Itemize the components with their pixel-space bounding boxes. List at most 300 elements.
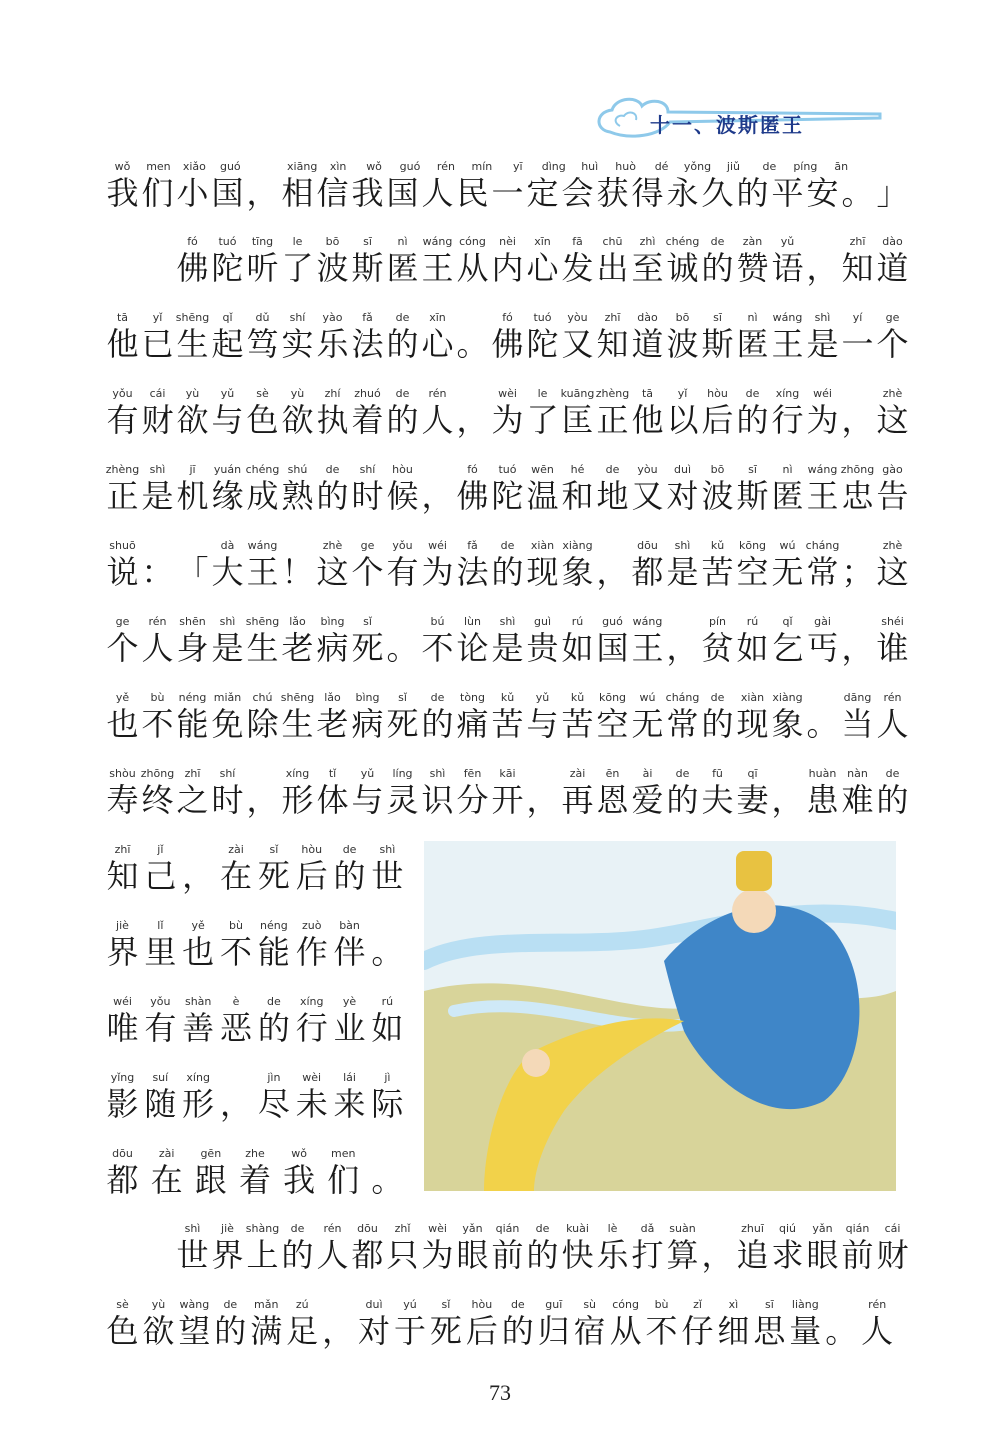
text-line <box>105 1298 895 1368</box>
pinyin-syllable: wēn <box>531 463 554 476</box>
pinyin-syllable: sè <box>116 1298 129 1311</box>
pinyin-syllable: duì <box>365 1298 383 1311</box>
pinyin-syllable: pín <box>708 615 726 628</box>
pinyin-syllable <box>840 615 875 628</box>
pinyin-syllable: lái <box>343 1071 356 1084</box>
pinyin-syllable: shàn <box>184 995 212 1008</box>
pinyin-syllable: bù <box>229 919 244 932</box>
pinyin-syllable: chū <box>602 235 623 248</box>
pinyin-syllable: tīng <box>251 235 274 248</box>
pinyin-syllable: tǐ <box>328 767 337 780</box>
pinyin-syllable: chéng <box>665 235 700 248</box>
pinyin-syllable: zhèng <box>595 387 630 400</box>
pinyin-syllable: ge <box>360 539 375 552</box>
pinyin-syllable: yù <box>151 1298 166 1311</box>
pinyin-syllable: sù <box>583 1298 597 1311</box>
pinyin-syllable: zhōng <box>840 463 875 476</box>
pinyin-syllable: de <box>710 235 725 248</box>
pinyin-syllable: zài <box>228 843 244 856</box>
pinyin-syllable <box>840 387 875 400</box>
hanzi-row: 我 们 小 国 ， 相 信 我 国 人 民 一 定 会 获 得 永 久 的 平 安 。 」 <box>106 174 909 212</box>
pinyin-syllable: dào <box>882 235 903 248</box>
pinyin-syllable: gài <box>814 615 831 628</box>
pinyin-syllable: yí <box>852 311 863 324</box>
pinyin-syllable: zhuó <box>354 387 381 400</box>
hanzi-row: 有 财 欲 与 色 欲 执 着 的 人 ， 为 了 匡 正 他 以 后 的 行 为 ， 这 <box>106 401 909 439</box>
pinyin-syllable: zhī <box>114 843 131 856</box>
pinyin-syllable: kǔ <box>500 691 515 704</box>
pinyin-syllable: nì <box>782 463 793 476</box>
pinyin-syllable: shēng <box>245 615 280 628</box>
text-line <box>105 767 909 837</box>
pinyin-syllable: wǒ <box>114 160 131 173</box>
pinyin-row <box>175 235 903 248</box>
pinyin-syllable: shēng <box>175 311 210 324</box>
pinyin-syllable: lǐ <box>157 919 164 932</box>
pinyin-syllable <box>805 235 840 248</box>
pinyin-syllable: kāi <box>499 767 516 780</box>
pinyin-syllable: zhī <box>184 767 201 780</box>
pinyin-syllable: yǔ <box>780 235 795 248</box>
pinyin-syllable: xīn <box>429 311 446 324</box>
pinyin-syllable: de <box>395 311 410 324</box>
pinyin-syllable: sǐ <box>441 1298 451 1311</box>
pinyin-syllable: guó <box>602 615 623 628</box>
pinyin-syllable: mǎn <box>254 1298 279 1311</box>
pinyin-syllable: bō <box>710 463 725 476</box>
pinyin-syllable: xíng <box>186 1071 210 1084</box>
pinyin-syllable: gēn <box>200 1147 222 1160</box>
pinyin-row <box>105 843 405 856</box>
pinyin-syllable: líng <box>392 767 413 780</box>
pinyin-syllable: shí <box>219 767 236 780</box>
pinyin-syllable: rén <box>883 691 902 704</box>
pinyin-row <box>105 311 900 324</box>
pinyin-syllable: yě <box>115 691 130 704</box>
pinyin-syllable: rú <box>381 995 394 1008</box>
pinyin-syllable: zhè <box>882 387 903 400</box>
pinyin-syllable: jìn <box>267 1071 281 1084</box>
pinyin-syllable: rú <box>746 615 759 628</box>
pinyin-syllable: fēn <box>463 767 482 780</box>
pinyin-syllable: de <box>675 767 690 780</box>
hanzi-row: 说 ： 「 大 王 ！ 这 个 有 为 法 的 现 象 ， 都 是 苦 空 无 常 ； 这 <box>106 553 909 591</box>
pinyin-syllable <box>525 767 560 780</box>
pinyin-syllable: jǐ <box>157 843 164 856</box>
pinyin-syllable: xiàng <box>772 691 803 704</box>
pinyin-row <box>105 995 405 1008</box>
pinyin-row <box>175 1222 901 1235</box>
pinyin-syllable: yè <box>342 995 357 1008</box>
pinyin-syllable: yǔ <box>535 691 550 704</box>
pinyin-syllable: shì <box>499 615 516 628</box>
text-line <box>105 919 405 989</box>
hanzi-row: 色 欲 望 的 满 足 ， 对 于 死 后 的 归 宿 从 不 仔 细 思 量 。 人 <box>106 1312 894 1350</box>
pinyin-syllable: yǒng <box>683 160 712 173</box>
pinyin-syllable: de <box>762 160 777 173</box>
hanzi-row: 佛 陀 听 了 波 斯 匿 王 从 内 心 发 出 至 诚 的 赞 语 ， 知 道 <box>176 249 909 287</box>
pinyin-row <box>105 919 405 932</box>
pinyin-syllable <box>665 615 700 628</box>
pinyin-syllable <box>824 1298 859 1311</box>
pinyin-syllable: zhì <box>639 235 656 248</box>
pinyin-syllable: guó <box>219 160 241 173</box>
chapter-title: 十一、波斯匿王 <box>650 113 804 137</box>
pinyin-syllable: sī <box>748 463 757 476</box>
pinyin-syllable: ān <box>834 160 849 173</box>
pinyin-row <box>105 1071 405 1084</box>
pinyin-syllable: bù <box>654 1298 669 1311</box>
pinyin-syllable: sǐ <box>398 691 407 704</box>
pinyin-syllable: tā <box>641 387 654 400</box>
pinyin-syllable: rén <box>323 1222 342 1235</box>
pinyin-syllable: zhǐ <box>394 1222 411 1235</box>
pinyin-syllable: shì <box>379 843 396 856</box>
pinyin-syllable: suàn <box>669 1222 696 1235</box>
pinyin-syllable: de <box>605 463 620 476</box>
pinyin-syllable: dōu <box>112 1147 133 1160</box>
pinyin-syllable: kǔ <box>710 539 725 552</box>
pinyin-syllable: zhèng <box>105 463 140 476</box>
pinyin-syllable: wèi <box>302 1071 322 1084</box>
pinyin-syllable: yòu <box>567 311 588 324</box>
pinyin-syllable: huì <box>581 160 599 173</box>
pinyin-syllable: wǒ <box>291 1147 307 1160</box>
pinyin-syllable: xìn <box>329 160 347 173</box>
pinyin-row <box>105 691 902 704</box>
pinyin-syllable: qián <box>495 1222 520 1235</box>
pinyin-syllable: yù <box>185 387 200 400</box>
pinyin-syllable: wáng <box>247 539 278 552</box>
pinyin-syllable: le <box>537 387 548 400</box>
pinyin-syllable: guó <box>399 160 421 173</box>
pinyin-syllable: le <box>292 235 303 248</box>
pinyin-syllable: yǔ <box>220 387 235 400</box>
pinyin-syllable: lǎo <box>324 691 341 704</box>
pinyin-syllable: cóng <box>612 1298 639 1311</box>
pinyin-syllable: de <box>342 843 357 856</box>
pinyin-syllable: dōu <box>637 539 658 552</box>
pinyin-syllable: zài <box>158 1147 175 1160</box>
pinyin-syllable: yǐng <box>110 1071 135 1084</box>
pinyin-syllable <box>385 615 420 628</box>
pinyin-syllable: shēng <box>280 691 315 704</box>
pinyin-syllable <box>455 387 490 400</box>
pinyin-syllable: néng <box>260 919 288 932</box>
pinyin-syllable: guī <box>545 1298 563 1311</box>
pinyin-syllable: xiāng <box>287 160 318 173</box>
pinyin-syllable: wéi <box>113 995 132 1008</box>
pinyin-syllable: shàng <box>245 1222 280 1235</box>
pinyin-syllable: bú <box>430 615 445 628</box>
pinyin-syllable: è <box>232 995 240 1008</box>
text-line <box>105 160 909 230</box>
pinyin-syllable: jiè <box>116 919 129 932</box>
text-line <box>175 235 909 305</box>
text-line <box>105 463 909 533</box>
text-line <box>105 1071 405 1141</box>
chapter-header <box>590 92 890 152</box>
pinyin-syllable: rén <box>148 615 167 628</box>
pinyin-syllable <box>370 919 405 932</box>
pinyin-syllable: yù <box>290 387 305 400</box>
pinyin-syllable: tuó <box>498 463 517 476</box>
text-line <box>105 539 909 609</box>
hanzi-row: 影 随 形 ， 尽 未 来 际 <box>106 1085 404 1123</box>
pinyin-syllable: de <box>290 1222 305 1235</box>
pinyin-syllable: yǒu <box>392 539 413 552</box>
pinyin-syllable: de <box>710 691 725 704</box>
pinyin-syllable: fó <box>187 235 198 248</box>
pinyin-syllable: shuō <box>109 539 136 552</box>
pinyin-syllable: de <box>510 1298 525 1311</box>
pinyin-syllable: dìng <box>541 160 566 173</box>
pinyin-syllable: chú <box>252 691 273 704</box>
text-line <box>105 691 909 761</box>
pinyin-syllable: nèi <box>499 235 516 248</box>
pinyin-syllable: wáng <box>807 463 838 476</box>
pinyin-syllable: qī <box>747 767 758 780</box>
pinyin-syllable: bō <box>675 311 690 324</box>
pinyin-syllable: zàn <box>742 235 763 248</box>
pinyin-syllable: hòu <box>707 387 728 400</box>
pinyin-syllable: kǔ <box>570 691 585 704</box>
pinyin-syllable: xiàng <box>562 539 593 552</box>
pinyin-syllable: wéi <box>813 387 832 400</box>
pinyin-syllable: sǐ <box>269 843 279 856</box>
pinyin-syllable: sè <box>256 387 269 400</box>
pinyin-syllable: zú <box>295 1298 309 1311</box>
pinyin-syllable: bù <box>150 691 165 704</box>
pinyin-syllable: kuài <box>566 1222 589 1235</box>
pinyin-syllable: men <box>146 160 171 173</box>
pinyin-syllable: zhī <box>604 311 621 324</box>
pinyin-syllable <box>840 539 875 552</box>
pinyin-syllable: shì <box>149 463 166 476</box>
pinyin-row <box>105 387 903 400</box>
pinyin-syllable: tòng <box>460 691 485 704</box>
pinyin-syllable: rú <box>571 615 584 628</box>
page-number: 73 <box>489 1380 511 1405</box>
pinyin-row <box>105 1298 895 1311</box>
pinyin-syllable: fā <box>572 235 583 248</box>
pinyin-syllable: qǐ <box>782 615 793 628</box>
pinyin-syllable: fǎ <box>467 539 478 552</box>
pinyin-syllable: yī <box>513 160 523 173</box>
pinyin-syllable: wǒ <box>366 160 382 173</box>
pinyin-syllable: dāng <box>843 691 872 704</box>
pinyin-syllable: fǎ <box>362 311 373 324</box>
pinyin-syllable: de <box>430 691 445 704</box>
pinyin-syllable: sī <box>764 1298 774 1311</box>
pinyin-syllable: ēn <box>605 767 620 780</box>
pinyin-syllable <box>321 1298 356 1311</box>
pinyin-syllable: yǐ <box>677 387 688 400</box>
hanzi-row: 世 界 上 的 人 都 只 为 眼 前 的 快 乐 打 算 ， 追 求 眼 前 财 <box>176 1236 909 1274</box>
pinyin-syllable: cháng <box>805 539 840 552</box>
pinyin-syllable: ge <box>115 615 130 628</box>
pinyin-syllable <box>370 1147 405 1160</box>
pinyin-syllable: sī <box>713 311 722 324</box>
pinyin-syllable: yǎn <box>462 1222 483 1235</box>
pinyin-syllable: tuó <box>533 311 552 324</box>
pinyin-syllable: nàn <box>847 767 868 780</box>
pinyin-syllable <box>860 160 895 173</box>
pinyin-syllable: xíng <box>285 767 310 780</box>
pinyin-syllable: yǐ <box>152 311 163 324</box>
pinyin-syllable <box>805 691 840 704</box>
hanzi-row: 界 里 也 不 能 作 伴 。 <box>106 933 404 971</box>
text-line <box>105 995 405 1065</box>
pinyin-syllable: yǔ <box>360 767 375 780</box>
pinyin-syllable: shì <box>429 767 446 780</box>
pinyin-syllable: sǐ <box>363 615 372 628</box>
pinyin-syllable <box>245 767 280 780</box>
pinyin-row <box>105 160 895 173</box>
pinyin-syllable <box>770 767 805 780</box>
pinyin-syllable <box>219 1071 254 1084</box>
pinyin-syllable: de <box>535 1222 550 1235</box>
pinyin-syllable: kuāng <box>560 387 595 400</box>
pinyin-syllable: cháng <box>665 691 700 704</box>
hanzi-row: 正 是 机 缘 成 熟 的 时 候 ， 佛 陀 温 和 地 又 对 波 斯 匿 王 忠 告 <box>106 477 909 515</box>
pinyin-syllable: wáng <box>632 615 663 628</box>
pinyin-syllable: fū <box>712 767 723 780</box>
pinyin-syllable: xiàn <box>740 691 765 704</box>
pinyin-syllable: bō <box>325 235 340 248</box>
pinyin-syllable: wáng <box>772 311 803 324</box>
pinyin-syllable: de <box>885 767 900 780</box>
pinyin-row <box>105 615 904 628</box>
pinyin-syllable: zǐ <box>693 1298 702 1311</box>
pinyin-syllable: guì <box>533 615 551 628</box>
pinyin-syllable: de <box>500 539 515 552</box>
pinyin-syllable: zhī <box>849 235 866 248</box>
pinyin-syllable: yǎn <box>812 1222 833 1235</box>
pinyin-syllable: kōng <box>598 691 627 704</box>
pinyin-syllable: qiú <box>778 1222 796 1235</box>
pinyin-syllable: ài <box>642 767 653 780</box>
pinyin-syllable: rén <box>868 1298 887 1311</box>
pinyin-syllable: bìng <box>320 615 345 628</box>
pinyin-syllable: lùn <box>464 615 481 628</box>
pinyin-syllable: zhí <box>324 387 341 400</box>
pinyin-syllable: xiǎo <box>182 160 206 173</box>
pinyin-syllable: fó <box>467 463 478 476</box>
pinyin-syllable: hé <box>570 463 585 476</box>
text-line <box>105 615 909 685</box>
pinyin-syllable: jì <box>384 1071 391 1084</box>
pinyin-row <box>105 463 903 476</box>
hanzi-row: 个 人 身 是 生 老 病 死 。 不 论 是 贵 如 国 王 ， 贫 如 乞 丐 ， 谁 <box>106 629 909 667</box>
pinyin-syllable: zhuī <box>741 1222 764 1235</box>
pinyin-syllable: lè <box>607 1222 618 1235</box>
pinyin-syllable: yú <box>403 1298 417 1311</box>
pinyin-syllable: hòu <box>471 1298 493 1311</box>
pinyin-syllable: hòu <box>301 843 323 856</box>
pinyin-syllable: shú <box>287 463 308 476</box>
pinyin-syllable: fó <box>502 311 513 324</box>
pinyin-syllable: yòu <box>637 463 658 476</box>
pinyin-syllable: xíng <box>299 995 324 1008</box>
pinyin-syllable: shì <box>674 539 691 552</box>
pinyin-syllable: zuò <box>301 919 322 932</box>
pinyin-syllable: tuó <box>218 235 237 248</box>
pinyin-syllable: de <box>395 387 410 400</box>
pinyin-syllable: wèi <box>498 387 517 400</box>
pinyin-syllable: shéi <box>881 615 904 628</box>
pinyin-syllable: shòu <box>109 767 136 780</box>
pinyin-syllable: dé <box>654 160 669 173</box>
pinyin-syllable: wèi <box>428 1222 447 1235</box>
pinyin-row <box>105 539 903 552</box>
pinyin-syllable: shí <box>359 463 376 476</box>
pinyin-syllable: cái <box>884 1222 901 1235</box>
pinyin-syllable: wú <box>639 691 656 704</box>
pinyin-syllable: yuán <box>213 463 242 476</box>
buddha-illustration <box>424 841 896 1191</box>
pinyin-syllable: hòu <box>392 463 413 476</box>
pinyin-syllable: rén <box>436 160 455 173</box>
hanzi-row: 他 已 生 起 笃 实 乐 法 的 心 。 佛 陀 又 知 道 波 斯 匿 王 是 一 个 <box>106 325 909 363</box>
pinyin-syllable: tā <box>116 311 129 324</box>
pinyin-syllable: jiǔ <box>726 160 740 173</box>
pinyin-syllable: zhè <box>322 539 343 552</box>
pinyin-syllable: píng <box>793 160 818 173</box>
pinyin-syllable: sī <box>363 235 372 248</box>
pinyin-syllable: shēn <box>179 615 206 628</box>
pinyin-syllable: qǐ <box>222 311 233 324</box>
pinyin-syllable <box>175 539 210 552</box>
pinyin-syllable: liàng <box>791 1298 819 1311</box>
pinyin-syllable: yǒu <box>150 995 171 1008</box>
pinyin-syllable <box>700 1222 735 1235</box>
pinyin-syllable: wàng <box>179 1298 210 1311</box>
pinyin-syllable: bìng <box>355 691 380 704</box>
pinyin-syllable: miǎn <box>213 691 242 704</box>
pinyin-syllable: duì <box>673 463 691 476</box>
pinyin-syllable: bàn <box>339 919 360 932</box>
hanzi-row: 唯 有 善 恶 的 行 业 如 <box>106 1009 404 1047</box>
hanzi-row: 也 不 能 免 除 生 老 病 死 的 痛 苦 与 苦 空 无 常 的 现 象 。 当 人 <box>106 705 909 743</box>
pinyin-syllable: wú <box>779 539 796 552</box>
pinyin-syllable: wéi <box>428 539 447 552</box>
hanzi-row: 寿 终 之 时 ， 形 体 与 灵 识 分 开 ， 再 恩 爱 的 夫 妻 ， 患 难 的 <box>106 781 909 819</box>
pinyin-syllable: jī <box>189 463 196 476</box>
pinyin-syllable: zhōng <box>140 767 175 780</box>
pinyin-syllable: néng <box>178 691 207 704</box>
pinyin-syllable: dǎ <box>640 1222 655 1235</box>
pinyin-syllable: huò <box>615 160 636 173</box>
pinyin-syllable: de <box>267 995 281 1008</box>
pinyin-syllable: lǎo <box>289 615 306 628</box>
pinyin-syllable: de <box>325 463 340 476</box>
pinyin-syllable: nì <box>747 311 758 324</box>
pinyin-syllable: dào <box>637 311 658 324</box>
pinyin-syllable: suí <box>152 1071 169 1084</box>
pinyin-syllable <box>181 843 216 856</box>
pinyin-syllable <box>280 539 315 552</box>
text-line <box>105 387 909 457</box>
text-line <box>105 311 909 381</box>
hanzi-row: 都 在 跟 着 我 们 。 <box>106 1161 404 1199</box>
pinyin-syllable: zhè <box>882 539 903 552</box>
pinyin-syllable: xíng <box>775 387 800 400</box>
text-line <box>105 843 405 913</box>
pinyin-syllable: xiàn <box>530 539 555 552</box>
pinyin-syllable: dà <box>220 539 235 552</box>
pinyin-syllable <box>249 160 284 173</box>
